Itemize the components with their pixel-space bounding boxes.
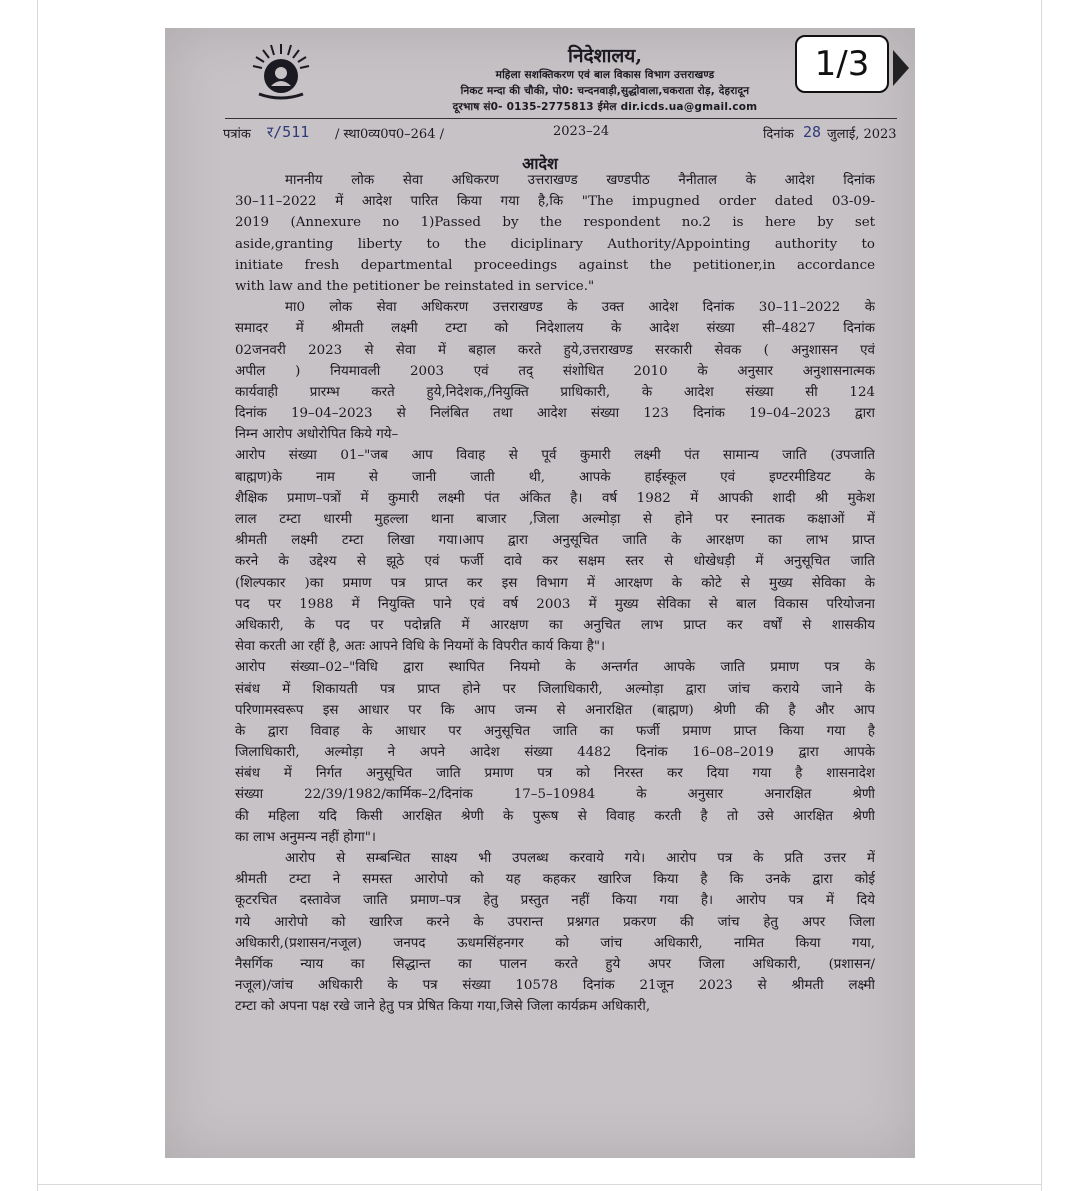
next-page-arrow-icon[interactable] <box>893 50 909 86</box>
body-line: 02जनवरी 2023 से सेवा में बहाल करते हुये,उत्तराखण्ड सरकारी सेवक ( अनुशासन एवं <box>235 342 875 358</box>
body-line: नजूल)/जांच अधिकारी के पत्र संख्या 10578 दिनांक 21जून 2023 से श्रीमती लक्ष्मी <box>235 978 875 994</box>
order-body <box>235 170 875 1018</box>
body-line: गये आरोपो को खारिज करने के उपरान्त प्रश्नगत प्रकरण की जांच हेतु अपर जिला <box>235 914 875 930</box>
body-line: श्रीमती लक्ष्मी टम्टा लिखा गया।आप द्वारा अनुसूचित जाति के आरक्षण का लाभ प्राप्त <box>235 533 875 549</box>
date-label: दिनांक <box>763 127 794 142</box>
body-line: aside,granting liberty to the diciplinary Authority/Appointing authority to <box>235 236 875 252</box>
body-line: जिलाधिकारी, अल्मोड़ा ने अपने आदेश संख्या 4482 दिनांक 16–08–2019 द्वारा आपके <box>235 745 875 761</box>
body-line: अपील ) नियमावली 2003 एवं तद् संशोधित 2010 के अनुसार अनुशासनात्मक <box>235 363 875 379</box>
body-line: संबंध में शिकायती पत्र प्राप्त होने पर जिलाधिकारी, अल्मोड़ा द्वारा जांच कराये जाने के <box>235 681 875 697</box>
body-line: संबंध में निर्गत अनुसूचित जाति प्रमाण पत्र को निरस्त कर दिया गया है शासनादेश <box>235 766 875 782</box>
body-line: समादर में श्रीमती लक्ष्मी टम्टा को निदेशालय के आदेश संख्या सी–4827 दिनांक <box>235 321 875 337</box>
body-line: श्रीमती टम्टा ने समस्त आरोपो को यह कहकर खारिज किया है कि उनके द्वारा कोई <box>235 872 875 888</box>
body-line: अधिकारी,(प्रशासन/नजूल) जनपद ऊधमसिंहनगर को जांच अधिकारी, नामित किया गया, <box>235 935 875 951</box>
order-heading: आदेश <box>522 154 558 173</box>
reference-row <box>223 124 903 146</box>
body-line: टम्टा को अपना पक्ष रखे जाने हेतु पत्र प्रेषित किया गया,जिसे जिला कार्यक्रम अधिकारी, <box>235 999 651 1015</box>
frame-right-border <box>1041 0 1042 1191</box>
date-month-year: जुलाई, 2023 <box>827 127 897 142</box>
body-line: की महिला यदि किसी आरक्षित श्रेणी के पुरूष से विवाह करती है तो उसे आरक्षित श्रेणी <box>235 808 875 824</box>
emblem-icon <box>249 40 313 104</box>
body-line: आरोप से सम्बन्धित साक्ष्य भी उपलब्ध करवाये गये। आरोप पत्र के प्रति उत्तर में <box>285 851 875 866</box>
office-contact: दूरभाष सं0- 0135-2775813 ईमेल dir.icds.ua@gmail.com <box>452 101 758 113</box>
financial-year: 2023–24 <box>553 124 610 139</box>
body-line: परिणामस्वरूप इस आधार पर कि आप जन्म से अनारक्षित (बाह्मण) श्रेणी की है और आप <box>235 702 875 718</box>
office-title: निदेशालय, <box>568 45 642 67</box>
body-line: निम्न आरोप अधोरोपित किये गये– <box>235 427 399 443</box>
body-line: 30–11–2022 में आदेश पारित किया गया है,कि "The impugned order dated 03-09- <box>235 194 875 210</box>
office-address: निकट मन्दा की चौकी, पो0: चन्दनवाड़ी,सुद्धोवाला,चकराता रोड़, देहरादून <box>460 85 750 97</box>
frame-bottom-border <box>37 1184 1042 1185</box>
body-line: कूटरचित दस्तावेज जाति प्रमाण–पत्र हेतु प्रस्तुत नहीं किया गया है। आरोप पत्र में दिये <box>235 893 875 909</box>
date-day: 28 <box>803 123 822 141</box>
body-line: आरोप संख्या–02–"विधि द्वारा स्थापित नियमो के अन्तर्गत आपके जाति प्रमाण पत्र के <box>235 660 875 676</box>
body-line: with law and the petitioner be reinstated in service." <box>235 278 595 294</box>
body-line: 2019 (Annexure no 1)Passed by the respondent no.2 is here by set <box>235 215 875 231</box>
body-line: का लाभ अनुमन्य नहीं होगा"। <box>235 829 376 845</box>
department-name: महिला सशक्तिकरण एवं बाल विकास विभाग उत्तराखण्ड <box>495 69 715 81</box>
body-line: पद पर 1988 में नियुक्ति पाने एवं वर्ष 2003 में मुख्य सेविका से बाल विकास परियोजना <box>235 596 875 612</box>
file-reference: / स्था0व्य0प0–264 / <box>335 127 444 142</box>
body-line: अधिकारी, के पद पर पदोन्नति में आरक्षण का अनुचित लाभ प्राप्त कर वर्षों से शासकीय <box>235 617 875 633</box>
frame-left-border <box>37 0 38 1191</box>
body-line: शैक्षिक प्रमाण–पत्रों में कुमारी लक्ष्मी पंत अंकित है। वर्ष 1982 में आपकी शादी श्री मुकेश <box>235 490 875 506</box>
patrank-number: र/511 <box>267 123 310 141</box>
body-line: आरोप संख्या 01–"जब आप विवाह से पूर्व कुमारी लक्ष्मी पंत सामान्य जाति (उपजाति <box>235 448 875 464</box>
body-line: मा0 लोक सेवा अधिकरण उत्तराखण्ड के उक्त आदेश दिनांक 30–11–2022 के <box>285 300 875 316</box>
body-line: (शिल्पकार )का प्रमाण पत्र प्राप्त कर इस विभाग में आरक्षण के कोटे से मुख्य सेविका के <box>235 575 875 591</box>
body-line: के द्वारा विवाह के आधार पर अनुसूचित जाति का फर्जी प्रमाण प्राप्त किया गया है <box>235 723 875 739</box>
header-divider <box>225 118 897 119</box>
body-line: लाल टम्टा धारमी मुहल्ला थाना बाजार ,जिला अल्मोड़ा से होने पर स्नातक कक्षाओं में <box>235 512 875 527</box>
body-line: नैसर्गिक न्याय का सिद्धान्त का पालन करते हुये अपर जिला अधिकारी, (प्रशासन/ <box>235 956 875 972</box>
body-line: कार्यवाही प्रारम्भ करते हुये,निदेशक,/नियुक्ति प्राधिकारी, के आदेश संख्या सी 124 <box>235 384 875 400</box>
document-page <box>165 28 915 1158</box>
body-line: initiate fresh departmental proceedings against the petitioner,in accordance <box>235 257 875 273</box>
body-line: करने के उद्देश्य से झूठे एवं फर्जी दावे कर सक्षम स्तर से धोखेधड़ी में अनुसूचित जाति <box>235 554 875 570</box>
page-counter: 1/3 <box>795 35 889 93</box>
patrank-label: पत्रांक <box>223 127 251 142</box>
body-line: संख्या 22/39/1982/कार्मिक–2/दिनांक 17–5–10984 के अनुसार अनारक्षित श्रेणी <box>235 787 875 803</box>
body-line: दिनांक 19–04–2023 से निलंबित तथा आदेश संख्या 123 दिनांक 19–04–2023 द्वारा <box>235 406 875 422</box>
body-line: माननीय लोक सेवा अधिकरण उत्तराखण्ड खण्डपीठ नैनीताल के आदेश दिनांक <box>285 173 875 188</box>
body-line: बाह्मण)के नाम से जानी जाती थी, आपके हाईस्कूल एवं इण्टरमीडियट के <box>235 469 875 485</box>
body-line: सेवा करती आ रहीं है, अतः आपने विधि के नियमों के विपरीत कार्य किया है"। <box>235 639 606 655</box>
